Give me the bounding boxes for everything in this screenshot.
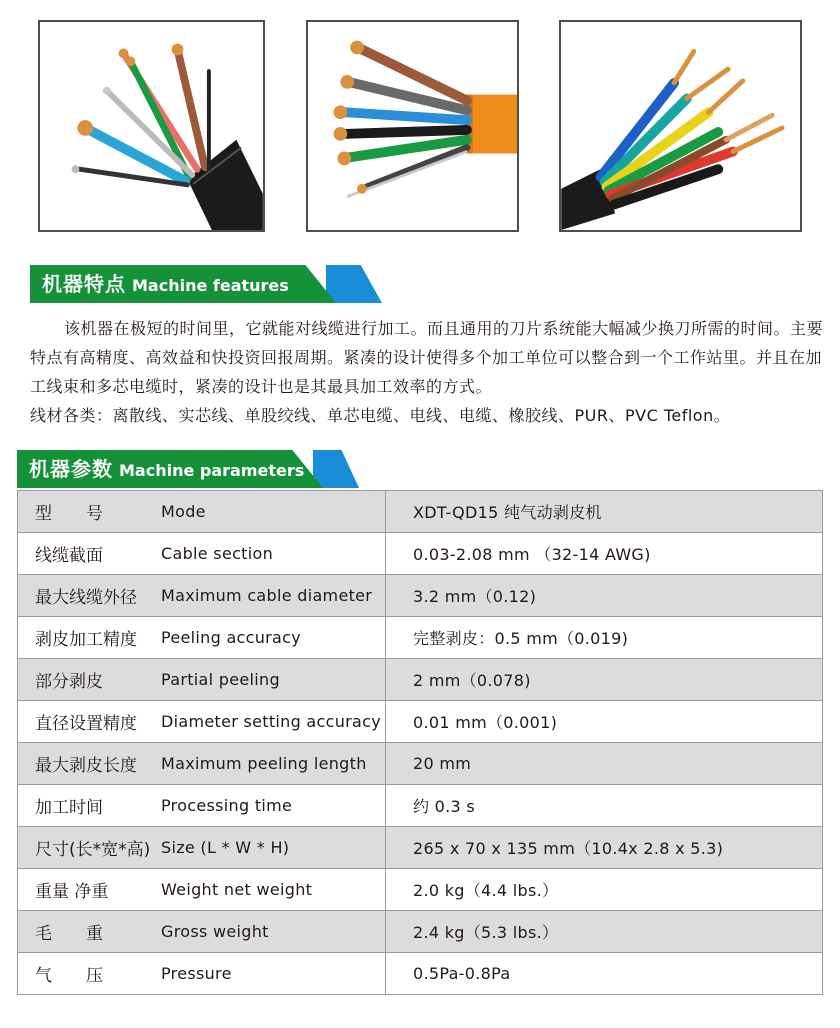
param-name-en: Maximum cable diameter <box>159 575 386 617</box>
param-value: 0.01 mm（0.001) <box>386 701 823 743</box>
cable-illustration-3 <box>561 22 800 230</box>
param-name-zh: 最大线缆外径 <box>18 575 160 617</box>
features-title-en: Machine features <box>132 276 289 295</box>
param-name-zh: 毛 重 <box>18 911 160 953</box>
parameters-title-en: Machine parameters <box>119 461 305 480</box>
table-row <box>18 533 823 575</box>
param-name-en: Pressure <box>159 953 386 995</box>
table-row <box>18 701 823 743</box>
param-name-zh: 尺寸(长*宽*高) <box>18 827 160 869</box>
table-row <box>18 575 823 617</box>
table-row <box>18 911 823 953</box>
cable-materials: 线材各类：离散线、实芯线、单股绞线、单芯电缆、电线、电缆、橡胶线、PUR、PVC Teflon。 <box>30 406 731 425</box>
table-row <box>18 827 823 869</box>
param-name-en: Cable section <box>159 533 386 575</box>
param-value: 265 x 70 x 135 mm（10.4x 2.8 x 5.3) <box>386 827 823 869</box>
param-name-en: Mode <box>159 491 386 533</box>
param-name-zh: 型 号 <box>18 491 160 533</box>
features-paragraph: 该机器在极短的时间里，它就能对线缆进行加工。而且通用的刀片系统能大幅减少换刀所需的时间。主要特点有高精度、高效益和快投资回报周期。紧凑的设计使得多个加工单位可以整合到一个工作站里。并且在加工线束和多芯电缆时，紧凑的设计也是其最具加工效率的方式。 <box>30 319 824 396</box>
param-name-en: Diameter setting accuracy <box>159 701 386 743</box>
param-value: 2.4 kg（5.3 lbs.） <box>386 911 823 953</box>
param-name-en: Maximum peeling length <box>159 743 386 785</box>
param-value: 2.0 kg（4.4 lbs.） <box>386 869 823 911</box>
cable-photo-1 <box>38 20 265 232</box>
param-name-zh: 线缆截面 <box>18 533 160 575</box>
table-row <box>18 659 823 701</box>
table-row <box>18 785 823 827</box>
param-value: 20 mm <box>386 743 823 785</box>
features-title-zh: 机器特点 <box>42 272 126 296</box>
table-row <box>18 617 823 659</box>
table-row <box>18 491 823 533</box>
param-name-en: Weight net weight <box>159 869 386 911</box>
table-row <box>18 869 823 911</box>
features-description <box>30 314 825 430</box>
param-name-en: Gross weight <box>159 911 386 953</box>
param-value: 2 mm（0.078) <box>386 659 823 701</box>
table-row <box>18 743 823 785</box>
param-name-zh: 重量 净重 <box>18 869 160 911</box>
cable-photo-2 <box>306 20 519 232</box>
param-name-zh: 气 压 <box>18 953 160 995</box>
cable-photo-3 <box>559 20 802 232</box>
param-value: 0.03-2.08 mm （32-14 AWG) <box>386 533 823 575</box>
param-name-zh: 加工时间 <box>18 785 160 827</box>
param-name-en: Size (L * W * H) <box>159 827 386 869</box>
param-name-zh: 剥皮加工精度 <box>18 617 160 659</box>
param-name-zh: 直径设置精度 <box>18 701 160 743</box>
param-name-en: Processing time <box>159 785 386 827</box>
table-row <box>18 953 823 995</box>
header-accent <box>313 450 359 488</box>
param-value: 3.2 mm（0.12) <box>386 575 823 617</box>
parameters-header <box>17 450 341 488</box>
parameters-table <box>17 490 823 995</box>
param-name-zh: 部分剥皮 <box>18 659 160 701</box>
param-name-en: Partial peeling <box>159 659 386 701</box>
param-value: 0.5Pa-0.8Pa <box>386 953 823 995</box>
header-accent <box>326 265 382 303</box>
features-header <box>30 265 352 303</box>
param-value: 完整剥皮：0.5 mm（0.019) <box>386 617 823 659</box>
param-value: XDT-QD15 纯气动剥皮机 <box>386 491 823 533</box>
param-name-en: Peeling accuracy <box>159 617 386 659</box>
cable-illustration-2 <box>308 22 517 230</box>
cable-illustration-1 <box>40 22 263 230</box>
parameters-title-zh: 机器参数 <box>29 457 113 481</box>
param-value: 约 0.3 s <box>386 785 823 827</box>
param-name-zh: 最大剥皮长度 <box>18 743 160 785</box>
